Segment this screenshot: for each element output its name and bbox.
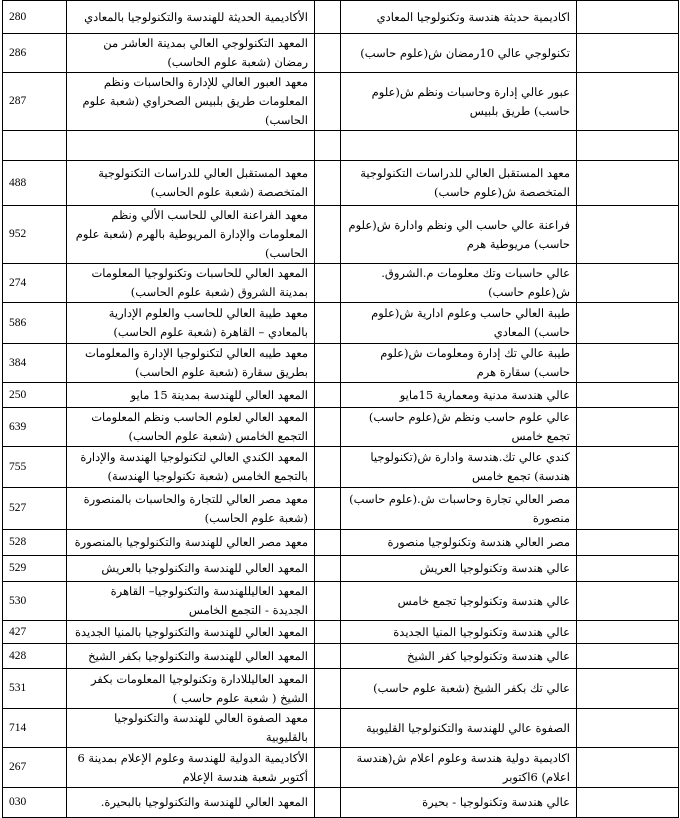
empty-cell [315,131,341,161]
institute-full-name: معهد العبور العالي للإدارة والحاسبات ونظم المعلومات طريق بلبيس الصحراوي (شعبة علوم الحاسب) [67,73,315,131]
empty-cell [315,582,341,621]
table-row [3,73,679,131]
institute-short-name: عالي هندسة وتكنولوجيا تجمع خامس [341,582,577,621]
table-row [3,447,679,488]
institute-full-name: المعهد العالي للحاسبات وتكنولوجيا المعلومات بمدينة الشروق (شعبة علوم الحاسب) [67,264,315,303]
institute-code: 250 [3,383,67,408]
empty-cell [315,161,341,206]
empty-cell [577,582,679,621]
table-row [3,709,679,748]
table-row [3,644,679,669]
institute-code: 286 [3,34,67,73]
empty-cell [315,709,341,748]
institute-short-name: كندي عالي تك.هندسة وادارة ش(تكنولوجيا هندسة) تجمع خامس [341,447,577,488]
institute-short-name: عالي هندسة مدنية ومعمارية 15مايو [341,383,577,408]
empty-cell [315,788,341,818]
institute-code [3,131,67,161]
table-row [3,530,679,556]
empty-cell [577,556,679,582]
institute-short-name: اكاديمية دولية هندسة وعلوم اعلام ش(هندسة اعلام) 6اكتوبر [341,748,577,788]
institute-short-name: اكاديمية حديثة هندسة وتكنولوجيا المعادي [341,1,577,34]
institute-code: 952 [3,206,67,264]
institute-code: 531 [3,669,67,709]
institute-short-name: تكنولوجي عالي 10رمضان ش(علوم حاسب) [341,34,577,73]
institute-full-name: المعهد الكندي العالي لتكنولوجيا الهندسة والإدارة بالتجمع الخامس (شعبة تكنولوجيا الهندسة) [67,447,315,488]
table-row [3,303,679,344]
empty-cell [315,644,341,669]
empty-cell [577,530,679,556]
table-row [3,556,679,582]
institute-code: 280 [3,1,67,34]
empty-cell [577,34,679,73]
table-row [3,788,679,818]
empty-cell [315,748,341,788]
institute-code: 528 [3,530,67,556]
empty-cell [315,530,341,556]
institute-code: 267 [3,748,67,788]
institute-code: 527 [3,488,67,530]
institute-code: 639 [3,408,67,447]
institute-full-name: معهد الفراعنة العالي للحاسب الألي ونظم المعلومات والإدارة المريوطية بالهرم (شعبة علوم الحاسب) [67,206,315,264]
empty-cell [577,408,679,447]
institute-full-name: المعهد العالي للهندسة والتكنولوجيا بكفر الشيخ [67,644,315,669]
empty-cell [315,383,341,408]
institute-code: 274 [3,264,67,303]
institute-code: 529 [3,556,67,582]
institute-full-name: الأكاديمية الدولية للهندسة وعلوم الإعلام بمدينة 6 أكتوبر شعبة هندسة الإعلام [67,748,315,788]
table-row [3,748,679,788]
institute-full-name: الأكاديمية الحديثة للهندسة والتكنولوجيا بالمعادي [67,1,315,34]
institute-full-name: معهد طيبة العالي للحاسب والعلوم الإدارية بالمعادي – القاهرة (شعبة علوم الحاسب) [67,303,315,344]
institute-code: 586 [3,303,67,344]
table-row [3,669,679,709]
empty-cell [315,447,341,488]
table-row [3,161,679,206]
institute-short-name [341,131,577,161]
empty-cell [315,206,341,264]
institute-short-name: عالي علوم حاسب ونظم ش(علوم حاسب) تجمع خامس [341,408,577,447]
empty-cell [315,73,341,131]
empty-cell [315,556,341,582]
empty-cell [315,488,341,530]
institute-full-name: المعهد التكنولوجي العالي بمدينة العاشر من رمضان (شعبة علوم الحاسب) [67,34,315,73]
institute-full-name: المعهد العالي للهندسة بمدينة 15 مايو [67,383,315,408]
empty-cell [315,621,341,644]
empty-cell [577,748,679,788]
institute-short-name: عالي هندسة وتكنولوجيا العريش [341,556,577,582]
institute-code: 428 [3,644,67,669]
institute-code: 384 [3,344,67,383]
empty-cell [315,264,341,303]
table-row [3,131,679,161]
empty-cell [577,73,679,131]
table-row [3,408,679,447]
empty-cell [315,1,341,34]
institute-short-name: عالي تك بكفر الشيخ (شعبة علوم حاسب) [341,669,577,709]
institute-full-name: المعهد العاليللادارة وتكنولوجيا المعلومات بكفر الشيخ ( شعبة علوم حاسب ) [67,669,315,709]
table-row [3,206,679,264]
empty-cell [315,408,341,447]
institute-full-name: معهد المستقبل العالي للدراسات التكنولوجية المتخصصة (شعبة علوم الحاسب) [67,161,315,206]
empty-cell [577,488,679,530]
empty-cell [577,161,679,206]
empty-cell [577,303,679,344]
institute-short-name: عالي هندسة وتكنولوجيا المنيا الجديدة [341,621,577,644]
empty-cell [577,131,679,161]
empty-cell [577,788,679,818]
institute-full-name: المعهد العالي للهندسة والتكنولوجيا بالمنيا الجديدة [67,621,315,644]
institute-short-name: الصفوة عالي للهندسة والتكنولوجيا القليوبية [341,709,577,748]
institute-short-name: طيبة العالي حاسب وعلوم ادارية ش(علوم حاسب) المعادي [341,303,577,344]
table-row [3,621,679,644]
empty-cell [315,669,341,709]
institute-code: 427 [3,621,67,644]
institute-code: 030 [3,788,67,818]
institute-full-name: معهد الصفوة العالي للهندسة والتكنولوجيا بالقليوبية [67,709,315,748]
empty-cell [577,264,679,303]
table-row [3,344,679,383]
empty-cell [315,303,341,344]
institute-short-name: مصر العالي هندسة وتكنولوجيا منصورة [341,530,577,556]
empty-cell [577,709,679,748]
institute-short-name: طيبة عالي تك إدارة ومعلومات ش(علوم حاسب) سقارة هرم [341,344,577,383]
table-row [3,264,679,303]
empty-cell [315,344,341,383]
empty-cell [577,206,679,264]
empty-cell [577,447,679,488]
institute-full-name: المعهد العالي لعلوم الحاسب ونظم المعلومات التجمع الخامس (شعبة علوم الحاسب) [67,408,315,447]
institute-short-name: فراعنة عالي حاسب الي ونظم وادارة ش(علوم حاسب) مريوطية هرم [341,206,577,264]
institute-code: 714 [3,709,67,748]
empty-cell [577,621,679,644]
institute-short-name: عبور عالي إدارة وحاسبات ونظم ش(علوم حاسب) طريق بلبيس [341,73,577,131]
institute-code: 287 [3,73,67,131]
institute-full-name: المعهد العالي للهندسة والتكنولوجيا بالعريش [67,556,315,582]
institute-short-name: معهد المستقبل العالي للدراسات التكنولوجية المتخصصة ش(علوم حاسب) [341,161,577,206]
empty-cell [577,344,679,383]
empty-cell [577,1,679,34]
empty-cell [577,383,679,408]
institute-full-name: المعهد العاليللهندسة والتكنولوجيا– القاهرة الجديدة - التجمع الخامس [67,582,315,621]
institute-full-name: معهد طيبه العالي لتكنولوجيا الإدارة والمعلومات بطريق سقارة (شعبة علوم الحاسب) [67,344,315,383]
institute-code: 488 [3,161,67,206]
table-row [3,34,679,73]
colleges-table [2,0,679,818]
institute-code: 755 [3,447,67,488]
empty-cell [315,34,341,73]
table-row [3,383,679,408]
table-row [3,1,679,34]
institute-full-name [67,131,315,161]
institute-full-name: معهد مصر العالي للهندسة والتكنولوجيا بالمنصورة [67,530,315,556]
empty-cell [577,644,679,669]
institute-short-name: عالي هندسة وتكنولوجيا كفر الشيخ [341,644,577,669]
institute-short-name: عالي هندسة وتكنولوجيا - بحيرة [341,788,577,818]
institute-short-name: عالي حاسبات وتك معلومات م.الشروق. ش(علوم حاسب) [341,264,577,303]
table-row [3,582,679,621]
institute-short-name: مصر العالي تجارة وحاسبات ش.(علوم حاسب) منصورة [341,488,577,530]
empty-cell [577,669,679,709]
table-row [3,488,679,530]
institute-full-name: معهد مصر العالي للتجارة والحاسبات بالمنصورة (شعبة علوم الحاسب) [67,488,315,530]
institute-full-name: المعهد العالي للهندسة والتكنولوجيا بالبحيرة. [67,788,315,818]
institute-code: 530 [3,582,67,621]
